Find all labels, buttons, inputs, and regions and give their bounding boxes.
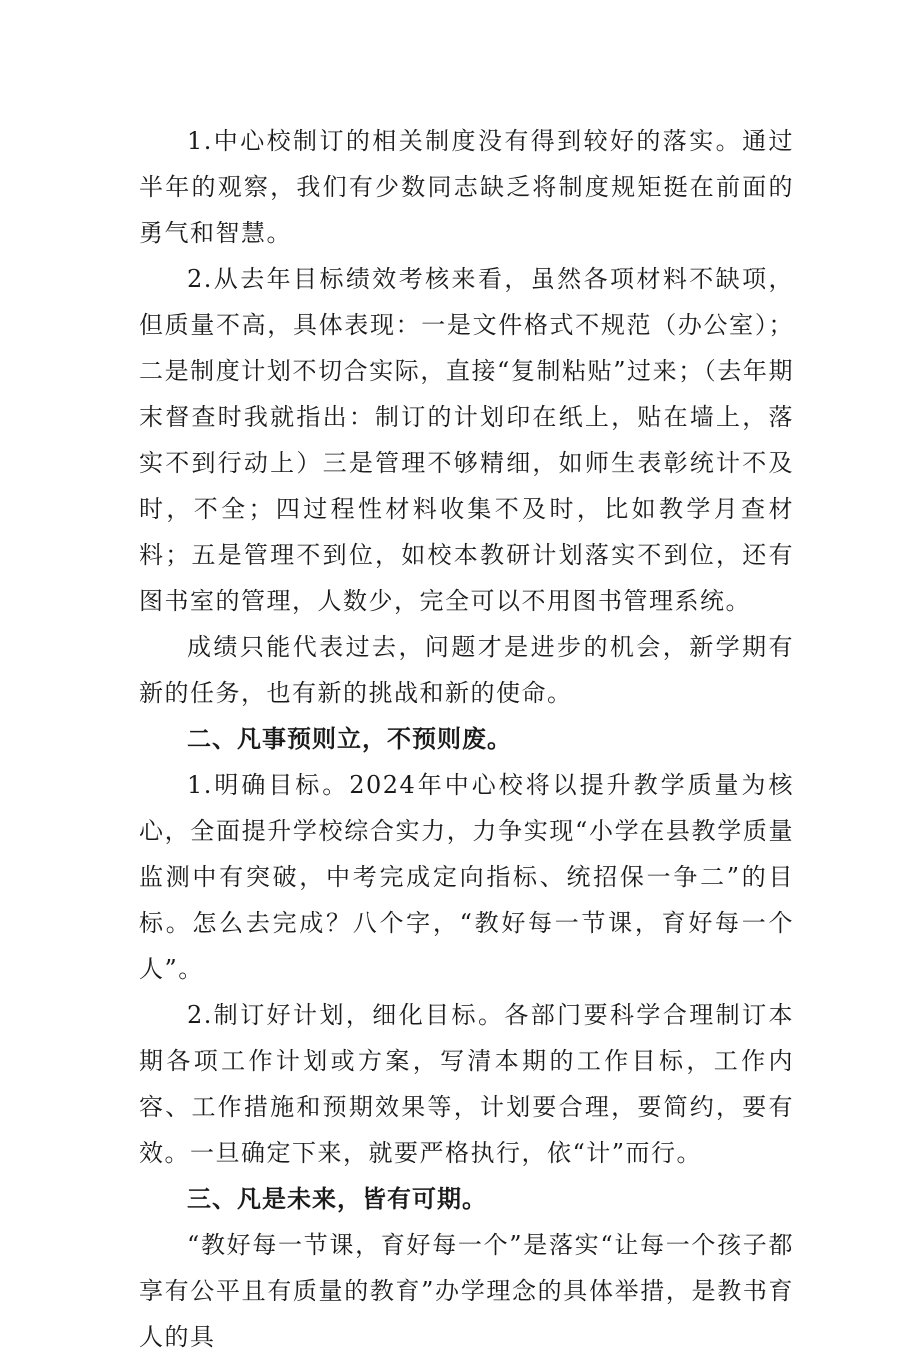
paragraph-1: 1.中心校制订的相关制度没有得到较好的落实。通过半年的观察，我们有少数同志缺乏将制度规矩挺在前面的勇气和智慧。 bbox=[139, 127, 794, 247]
paragraph-6: “教好每一节课，育好每一个”是落实“让每一个孩子都享有公平且有质量的教育”办学理念的具体举措，是教书育人的具 bbox=[139, 1231, 794, 1351]
paragraph-5: 2.制订好计划，细化目标。各部门要科学合理制订本期各项工作计划或方案，写清本期的工作目标，工作内容、工作措施和预期效果等，计划要合理，要简约，要有效。一旦确定下来，就要严格执行，依“计”而行。 bbox=[139, 1001, 794, 1167]
paragraph-2: 2.从去年目标绩效考核来看，虽然各项材料不缺项，但质量不高，具体表现：一是文件格式不规范（办公室）；二是制度计划不切合实际，直接“复制粘贴”过来；（去年期末督查时我就指出：制订的计划印在纸上，贴在墙上，落实不到行动上）三是管理不够精细，如师生表彰统计不及时，不全；四过程性材料收集不及时，比如教学月查材料；五是管理不到位，如校本教研计划落实不到位，还有图书室的管理，人数少，完全可以不用图书管理系统。 bbox=[139, 265, 794, 615]
section-heading-2: 二、凡事预则立，不预则废。 bbox=[187, 725, 512, 753]
section-heading-3: 三、凡是未来，皆有可期。 bbox=[187, 1185, 487, 1213]
paragraph-3: 成绩只能代表过去，问题才是进步的机会，新学期有新的任务，也有新的挑战和新的使命。 bbox=[139, 633, 794, 707]
paragraph-4: 1.明确目标。2024年中心校将以提升教学质量为核心，全面提升学校综合实力，力争实现“小学在县教学质量监测中有突破，中考完成定向指标、统招保一争二”的目标。怎么去完成？八个字，“教好每一节课，育好每一个人”。 bbox=[139, 771, 794, 983]
document-body bbox=[139, 118, 794, 1360]
